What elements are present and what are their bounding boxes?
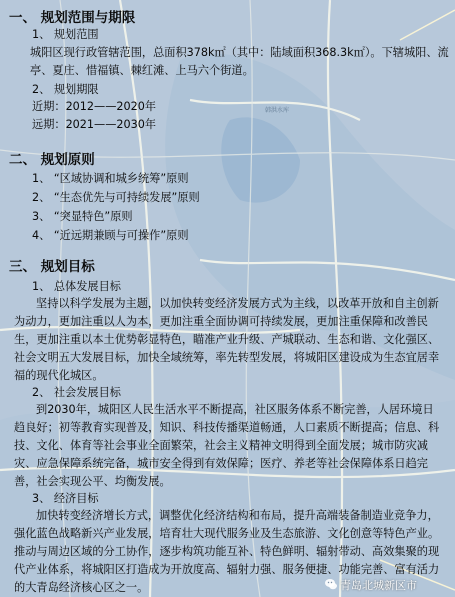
section-heading-2: 二、 规划原则 bbox=[9, 152, 95, 168]
subsection-title: 3、 经济目标 bbox=[32, 492, 99, 505]
wechat-icon bbox=[324, 577, 338, 591]
period-line: 远期：2021——2030年 bbox=[32, 118, 157, 131]
principle-item: 4、 “近远期兼顾与可操作”原则 bbox=[32, 229, 189, 242]
principle-item: 2、 “生态优先与可持续发展”原则 bbox=[32, 191, 200, 204]
period-line: 近期：2012——2020年 bbox=[32, 100, 157, 113]
principle-item: 1、 “区域协调和城乡统筹”原则 bbox=[32, 172, 189, 185]
principle-item: 3、 “突显特色”原则 bbox=[32, 210, 133, 223]
section-heading-1: 一、 规划范围与期限 bbox=[9, 10, 136, 26]
subsection-title: 1、 规划范围 bbox=[32, 28, 99, 41]
map-label: 韩洪水库 bbox=[265, 107, 290, 114]
subsection-title: 2、 规划期限 bbox=[32, 83, 99, 96]
paragraph: 加快转变经济增长方式，调整优化经济结构和布局，提升高端装备制造业竞争力，强化蓝色战略新兴产业发展，培育壮大现代服务业及生态旅游、文化创意等特色产业。推动与周边区域的分工协作，逐步构筑功能互补、特色鲜明、辐射带动、高效集聚的现代产业体系，将城阳区打造成为开放度高、辐射力强、服务便捷、功能完善、富有活力的大青岛经济核心区之一。 bbox=[14, 509, 440, 595]
paragraph: 到2030年，城阳区人民生活水平不断提高，社区服务体系不断完善，人居环境日趋良好；初等教育实现普及，知识、科技传播渠道畅通，人口素质不断提高；信息、科技、文化、体育等社会事业全面繁荣，社会主义精神文明得到全面发展；城市防灾减灾、应急保障系统完备，城市安全得到有效保障；医疗、养老等社会保障体系日趋完善，社会实现公平、均衡发展。 bbox=[14, 403, 440, 489]
section-heading-3: 三、 规划目标 bbox=[9, 259, 95, 275]
subsection-title: 2、 社会发展目标 bbox=[32, 386, 121, 399]
paragraph: 城阳区现行政管辖范围，总面积378k㎡（其中：陆域面积368.3k㎡）。下辖城阳、流亭、夏庄、惜福镇、棘红滩、上马六个街道。 bbox=[30, 46, 449, 78]
watermark: 青岛北城新区市 bbox=[340, 579, 417, 592]
subsection-title: 1、 总体发展目标 bbox=[32, 280, 121, 293]
paragraph: 坚持以科学发展为主题，以加快转变经济发展方式为主线，以改革开放和自主创新为动力，更加注重以人为本，更加注重全面协调可持续发展，更加注重保障和改善民生，更加注重以本土优势彰显特色，瞄准产业升级、产城联动、生态和谐、文化强区、社会文明五大发展目标，加快全域统筹，率先转型发展，将城阳区建设成为生态宜居幸福的现代化城区。 bbox=[14, 297, 440, 383]
